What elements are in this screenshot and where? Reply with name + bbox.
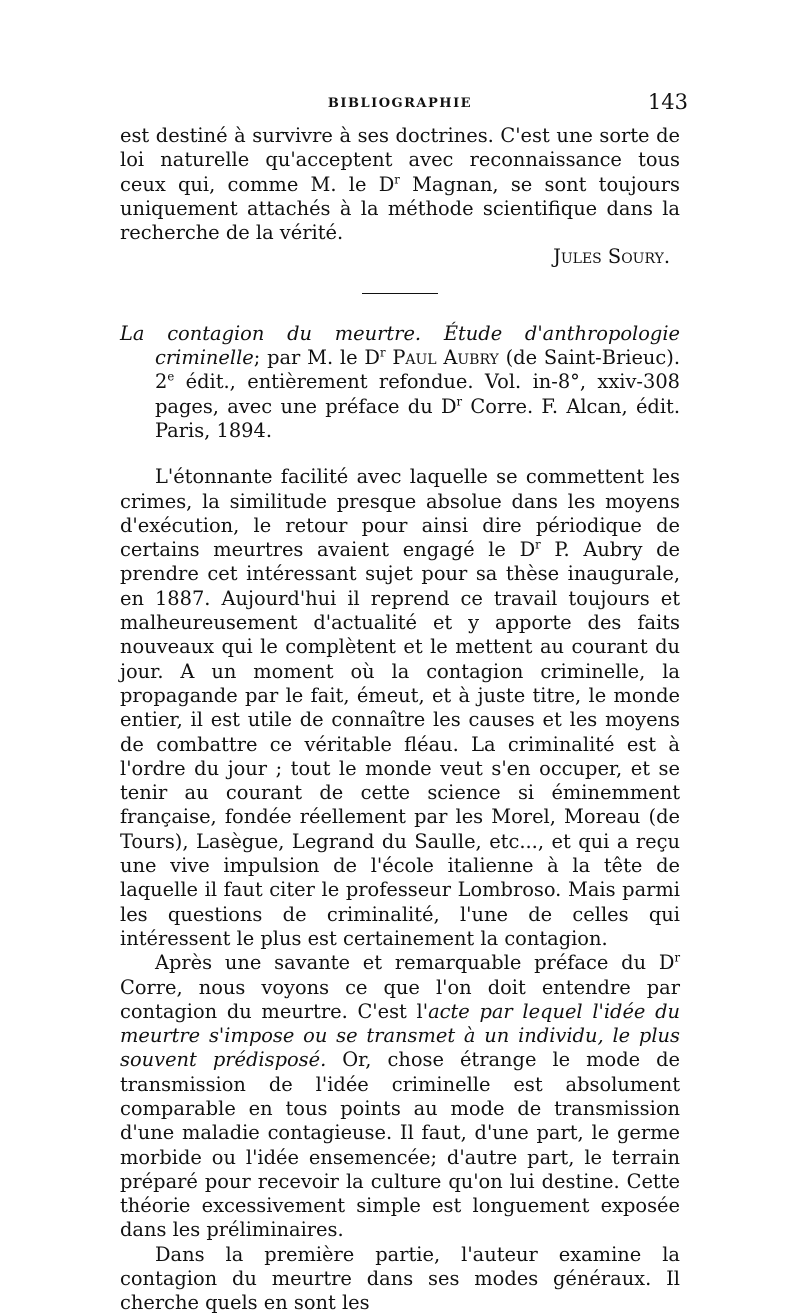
- book-title: La contagion du meurtre. Étude d'anthropologie criminelle: [120, 321, 680, 370]
- page-number: 143: [647, 90, 688, 114]
- running-head: BIBLIOGRAPHIE: [327, 96, 473, 111]
- book-author: Paul Aubry: [392, 346, 499, 370]
- definition-italic: acte par lequel l'idée du meurtre s'impose ou se transmet à un individu, le plus souvent prédisposé.: [120, 999, 681, 1072]
- book-reference: La contagion du meurtre. Étude d'anthropologie criminelle; par M. le $D^r$ Paul Aubry (de Saint-Brieuc). 2e édit., entièrement refondue. Vol. in-8°, xxiv-308 pages, avec une préface du $D^r$ Corre. F. Alcan, édit. Paris, 1894.: [120, 321, 680, 442]
- review-paragraph-2: Après une savante et remarquable préface du $D^r$ Corre, nous voyons ce que l'on doit entendre par contagion du meurtre. C'est l'acte par lequel l'idée du meurtre s'impose ou se transmet à un individu, le plus souvent prédisposé. Or, chose étrange le mode de transmission de l'idée criminelle est absolument comparable en tous points au mode de transmission d'une maladie contagieuse. Il faut, d'une part, le germe morbide ou l'idée ensemencée; d'autre part, le terrain préparé pour recevoir la culture qu'on lui destine. Cette théorie excessivement simple est longuement exposée dans les préliminaires.: [120, 950, 681, 1242]
- section-divider: [362, 293, 438, 294]
- reviewer-signature: Jules Soury.: [553, 245, 670, 269]
- review-paragraph-1: L'étonnante facilité avec laquelle se commettent les crimes, la similitude presque absolue dans les moyens d'exécution, le retour pour ainsi dire périodique de certains meurtres avaient engagé le $D^r$ P. Aubry de prendre cet intéressant sujet pour sa thèse inaugurale, en 1887. Aujourd'hui il reprend ce travail toujours et malheureusement d'actualité et y apporte des faits nouveaux qui le complètent et le mettent au courant du jour. A un moment où la contagion criminelle, la propagande par le fait, émeut, et à juste titre, le monde entier, il est utile de connaître les causes et les moyens de combattre ce véritable fléau. La criminalité est à l'ordre du jour ; tout le monde veut s'en occuper, et se tenir au courant de cette science si éminemment française, fondée réellement par les Morel, Moreau (de Tours), Lasègue, Legrand du Saulle, etc..., et qui a reçu une vive impulsion de l'école italienne à la tête de laquelle il faut citer le professeur Lombroso. Mais parmi les questions de criminalité, l'une de celles qui intéressent le plus est certainement la contagion.: [120, 465, 681, 950]
- previous-review-ending: est destiné à survivre à ses doctrines. C'est une sorte de loi naturelle qu'acceptent avec reconnaissance tous ceux qui, comme M. le $D^r$ Magnan, se sont toujours uniquement attachés à la méthode scientifique dans la recherche de la vérité.: [120, 124, 680, 245]
- page-header: [120, 90, 688, 118]
- body-text: [120, 124, 680, 1316]
- review-paragraph-3: Dans la première partie, l'auteur examine la contagion du meurtre dans ses modes généraux. Il cherche quels en sont les: [120, 1242, 680, 1315]
